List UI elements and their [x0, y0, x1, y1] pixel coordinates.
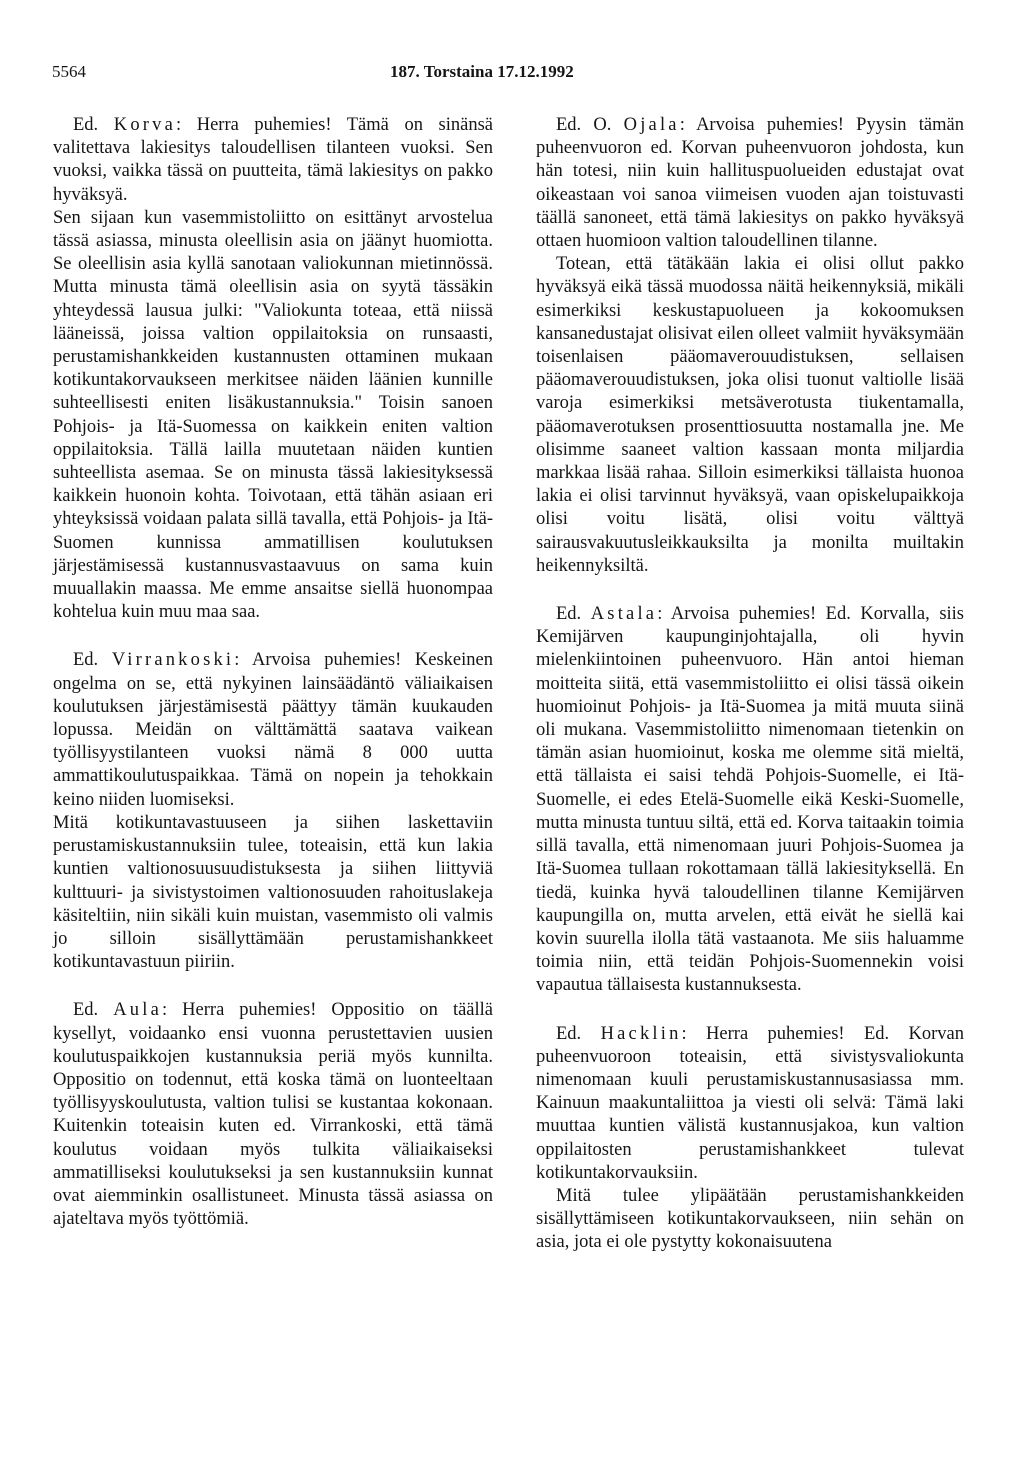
speaker-name: Ojala: [623, 115, 680, 135]
speaker-prefix: Ed.: [73, 115, 114, 135]
speech-text: Arvoisa puhemies! Ed. Korvalla, siis Kemijärven kaupunginjohtajalla, oli hyvin mielenkiintoinen puheenvuoro. Hän antoi hieman moitteita siitä, että vasemmistoliitto ei olisi tässä oikein huomioinut Pohjois- ja Itä-Suomea ja mitä muuta siinä oli mukana. Vasemmistoliitto nimenomaan tietenkin on tämän asian huomioinut, koska me olemme sitä mieltä, että tällaista ei saisi tehdä Pohjois-Suomelle, ei Itä-Suomelle, ei edes Etelä-Suomelle eikä Keski-Suomelle, mutta minusta tuntuu siltä, että ed. Korva taitaakin toimia sillä tavalla, että nimenomaan juuri Pohjois-Suomea ja Itä-Suomea tullaan rokottamaan tällä lakiesityksellä. En tiedä, kuinka hyvä taloudellinen tilanne Kemijärven kaupungilla on, mutta arvelen, että eivät he siellä kai kovin suurella ilolla tätä vastaanota. Me siis haluamme toimia niin, että teidän Pohjois-Suomennekin voisi vapautua tällaisesta kustannuksesta.: [536, 604, 964, 996]
left-column: [53, 114, 493, 1256]
page-header: [52, 62, 972, 86]
speech-paragraph: Ed. Virrankoski: Arvoisa puhemies! Keskeinen ongelma on se, että nykyinen lainsäädäntö väliaikaisen koulutuksen järjestämisestä päättyy tämän kuukauden lopussa. Meidän on välttämättä saatava vaikean työllisyystilanteen vuoksi nämä 8 000 uutta ammattikoulutuspaikkaa. Tämä on nopein ja tehokkain keino niiden luomiseksi.: [53, 650, 493, 810]
speech-ojala: [536, 114, 964, 578]
page-number: 5564: [52, 62, 86, 81]
speech-paragraph: Ed. Aula: Herra puhemies! Oppositio on täällä kysellyt, voidaanko ensi vuonna perustettavien uusien koulutuspaikkojen kustannuksia periä myös kunnilta. Oppositio on todennut, että koska tämä on luonteeltaan työllisyyskoulutusta, valtion tulisi se kustantaa kokonaan. Kuitenkin toteaisin kuten ed. Virrankoski, että tämä koulutus voidaan myös tulkita väliaikaiseksi ammatilliseksi koulutukseksi ja sen kustannuksiin kunnat ovat aiemminkin osallistuneet. Minusta tässä asiassa on ajateltava myös työttömiä.: [53, 1000, 494, 1230]
speech-korva: [53, 114, 493, 624]
speaker-name: Astala: [590, 604, 658, 625]
speech-text: Arvoisa puhemies! Pyysin tämän puheenvuoron ed. Korvan puheenvuoron johdosta, kun hän totesi, niin kuin hallituspuolueiden edustajat ovat oikeastaan voi sanoa viimeisen vuoden ajan toistuvasti täällä sanoneet, että tämä lakiesitys on pakko hyväksyä ottaen huomioon valtion taloudellinen tilanne.: [536, 115, 964, 252]
speech-text: Herra puhemies! Ed. Korvan puheenvuoroon toteaisin, että sivistysvaliokunta nimenomaan kuuli perustamiskustannusasiassa mm. Kainuun maakuntaliittoa ja viesti oli selvä: Tämä laki muuttaa kuntien välistä kustannusjakoa, kun valtion oppilaitosten perustamishankkeet tulevat kotikuntakorvauksiin.: [536, 1023, 964, 1183]
session-title: 187. Torstaina 17.12.1992: [390, 62, 574, 81]
speaker-name: Aula: [113, 1000, 162, 1021]
speaker-prefix: Ed.: [556, 1023, 601, 1044]
speaker-name: Virrankoski: [111, 650, 235, 671]
speech-text: Herra puhemies! Oppositio on täällä kysellyt, voidaanko ensi vuonna perustettavien uusien koulutuspaikkojen kustannuksia periä myös kunnilta. Oppositio on todennut, että koska tämä on luonteeltaan työllisyyskoulutusta, valtion tulisi se kustantaa kokonaan. Kuitenkin toteaisin kuten ed. Virrankoski, että tämä koulutus voidaan myös tulkita väliaikaiseksi ammatilliseksi koulutukseksi ja sen kustannuksiin kunnat ovat aiemminkin osallistuneet. Minusta tässä asiassa on ajateltava myös työttömiä.: [53, 1000, 494, 1230]
speech-hacklin: [536, 1023, 964, 1255]
speech-astala: [536, 603, 964, 997]
speech-virrankoski: [53, 649, 493, 974]
speech-aula: [53, 999, 493, 1231]
speech-text: Herra puhemies! Tämä on sinänsä valitettava lakiesitys taloudellisen tilanteen vuoksi. Sen vuoksi, vaikka tässä on puutteita, tämä lakiesitys on pakko hyväksyä.: [53, 115, 493, 205]
speaker-name: Korva: [113, 115, 176, 135]
speaker-prefix: Ed.: [73, 650, 112, 671]
speaker-prefix: Ed. O.: [556, 115, 624, 135]
speaker-name: Hacklin: [600, 1023, 682, 1044]
speech-paragraph: Mitä tulee ylipäätään perustamishankkeiden sisällyttämiseen kotikuntakorvaukseen, niin sehän on asia, jota ei ole pystytty kokonaisuutena: [536, 1185, 964, 1253]
speech-paragraph: Sen sijaan kun vasemmistoliitto on esittänyt arvostelua tässä asiassa, minusta oleellisin asia on jäänyt huomiotta. Se oleellisin asia kyllä sanotaan valiokunnan mietinnössä. Mutta minusta tämä oleellisin asia on syytä tässäkin yhteydessä lausua julki: "Valiokunta toteaa, että niissä lääneissä, joissa valtion oppilaitoksia on runsaasti, perustamishankkeiden kustannusten ottaminen mukaan kotikuntakorvaukseen merkitsee näiden läänien kunnille suhteellisesti eniten lisäkustannuksia." Toisin sanoen Pohjois- ja Itä-Suomessa on kaikkein eniten valtion oppilaitoksia. Tällä lailla muutetaan näiden kuntien suhteellista asemaa. Se on minusta tässä lakiesityksessä kaikkein huonoin kohta. Toivotaan, että tähän asiaan eri yhteyksissä voidaan palata sillä tavalla, että Pohjois- ja Itä-Suomen kunnissa ammatillisen koulutuksen järjestämisessä kustannusvastaavuus on sama kuin muuallakin maassa. Me emme ansaitse siellä huonompaa kohtelua kuin muu maa saa.: [53, 207, 493, 623]
right-column: [536, 114, 964, 1280]
speech-paragraph: Ed. Astala: Arvoisa puhemies! Ed. Korvalla, siis Kemijärven kaupunginjohtajalla, oli hyvin mielenkiintoinen puheenvuoro. Hän antoi hieman moitteita siitä, että vasemmistoliitto ei olisi tässä oikein huomioinut Pohjois- ja Itä-Suomea ja mitä muuta siinä oli mukana. Vasemmistoliitto nimenomaan tietenkin on tämän asian huomioinut, koska me olemme sitä mieltä, että tällaista ei saisi tehdä Pohjois-Suomelle, ei Itä-Suomelle, ei edes Etelä-Suomelle eikä Keski-Suomelle, mutta minusta tuntuu siltä, että ed. Korva taitaakin toimia sillä tavalla, että nimenomaan juuri Pohjois-Suomea ja Itä-Suomea tullaan rokottamaan tällä lakiesityksellä. En tiedä, kuinka hyvä taloudellinen tilanne Kemijärven kaupungilla on, mutta arvelen, että eivät he siellä kai kovin suurella ilolla tätä vastaanota. Me siis haluamme toimia niin, että teidän Pohjois-Suomennekin voisi vapautua tällaisesta kustannuksesta.: [536, 604, 964, 996]
speech-paragraph: Mitä kotikuntavastuuseen ja siihen laskettaviin perustamiskustannuksiin tulee, toteaisin, että kun lakia kuntien valtionosuusuudistuksesta ja siihen liittyviä kulttuuri- ja sivistystoimen valtionosuuden rahoituslakeja käsiteltiin, niin sikäli kuin muistan, vasemmisto oli valmis jo silloin sisällyttämään perustamishankkeet kotikuntavastuun piiriin.: [53, 812, 493, 973]
speaker-prefix: Ed.: [556, 604, 591, 625]
speech-text: Arvoisa puhemies! Keskeinen ongelma on se, että nykyinen lainsäädäntö väliaikaisen koulutuksen järjestämisestä päättyy tämän kuukauden lopussa. Meidän on välttämättä saatava vaikean työllisyystilanteen vuoksi nämä 8 000 uutta ammattikoulutuspaikkaa. Tämä on nopein ja tehokkain keino niiden luomiseksi.: [53, 650, 493, 810]
speech-paragraph: Ed. O. Ojala: Arvoisa puhemies! Pyysin tämän puheenvuoron ed. Korvan puheenvuoron johdosta, kun hän totesi, niin kuin hallituspuolueiden edustajat ovat oikeastaan voi sanoa viimeisen vuoden ajan toistuvasti täällä sanoneet, että tämä lakiesitys on pakko hyväksyä ottaen huomioon valtion taloudellinen tilanne.: [536, 115, 964, 252]
speech-paragraph: Ed. Korva: Herra puhemies! Tämä on sinänsä valitettava lakiesitys taloudellisen tilanteen vuoksi. Sen vuoksi, vaikka tässä on puutteita, tämä lakiesitys on pakko hyväksyä.: [53, 115, 493, 205]
speech-paragraph: Totean, että tätäkään lakia ei olisi ollut pakko hyväksyä eikä tässä muodossa näitä heikennyksiä, mikäli esimerkiksi keskustapuolueen ja kokoomuksen kansanedustajat olisivat eilen olleet valmiit hyväksymään toisenlaisen pääomaverouudistuksen, sellaisen pääomaverouudistuksen, joka olisi tuonut valtiolle lisää varoja esimerkiksi metsäverotusta tiukentamalla, pääomaverotuksen prosenttiosuutta nostamalla jne. Me olisimme saaneet valtion kassaan monta miljardia markkaa lisää rahaa. Silloin esimerkiksi tällaista huonoa lakia ei olisi tarvinnut hyväksyä, vaan opiskelupaikkoja olisi voitu lisätä, olisi voitu välttyä sairausvakuutusleikkauksilta ja monilta muiltakin heikennyksiltä.: [536, 254, 964, 576]
speech-paragraph: Ed. Hacklin: Herra puhemies! Ed. Korvan puheenvuoroon toteaisin, että sivistysvaliokunta nimenomaan kuuli perustamiskustannusasiassa mm. Kainuun maakuntaliittoa ja viesti oli selvä: Tämä laki muuttaa kuntien välistä kustannusjakoa, kun valtion oppilaitosten perustamishankkeet tulevat kotikuntakorvauksiin.: [536, 1023, 964, 1183]
speaker-prefix: Ed.: [73, 1000, 114, 1021]
